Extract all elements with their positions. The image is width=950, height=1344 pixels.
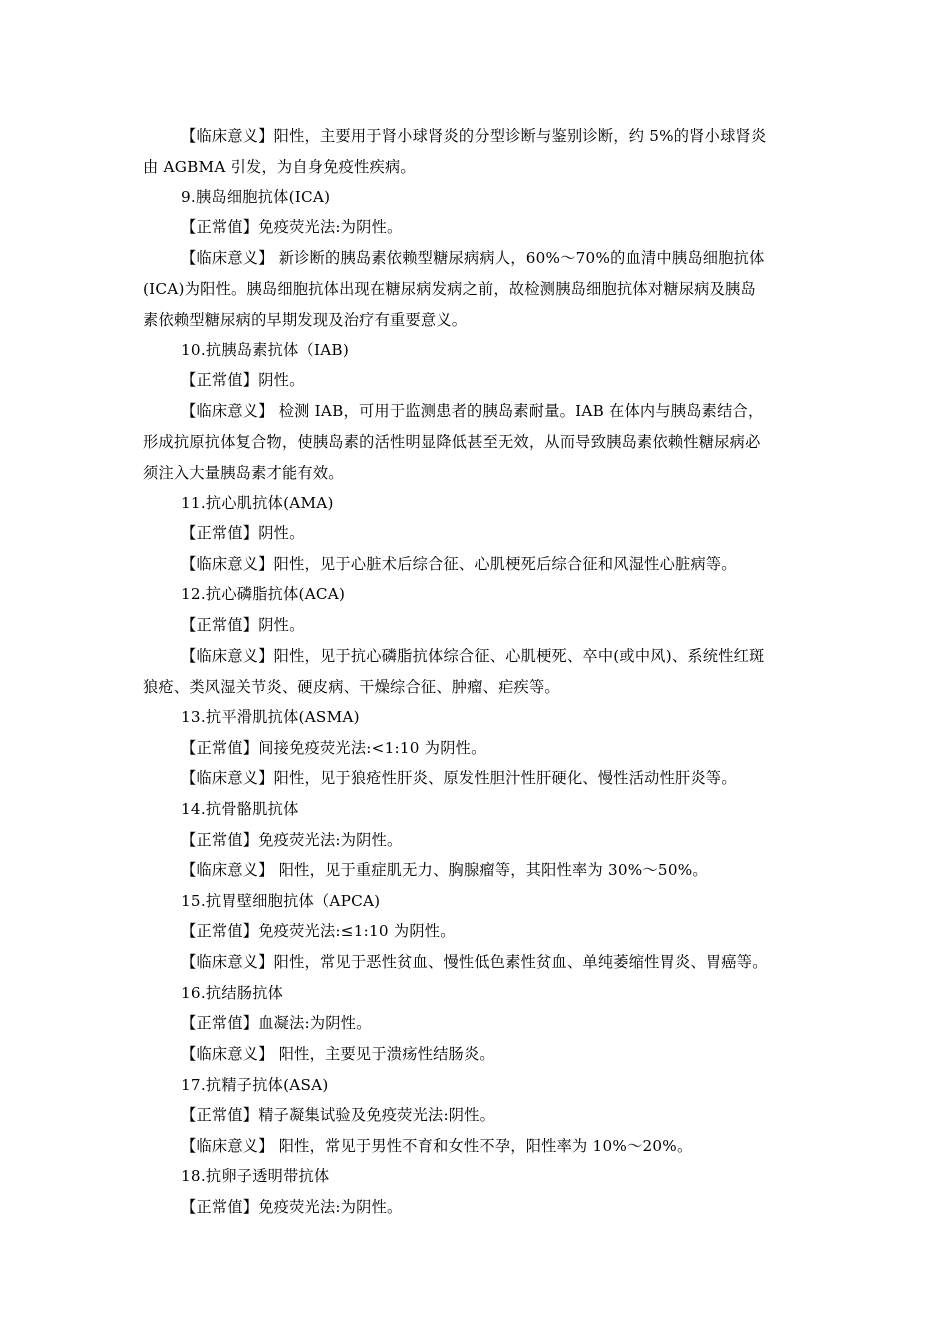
text-line: 狼疮、类风湿关节炎、硬皮病、干燥综合征、肿瘤、疟疾等。 xyxy=(143,678,560,696)
text-line: 【临床意义】阳性，见于抗心磷脂抗体综合征、心肌梗死、卒中(或中风)、系统性红斑 xyxy=(181,647,765,665)
text-line: 形成抗原抗体复合物，使胰岛素的活性明显降低甚至无效，从而导致胰岛素依赖性糖尿病必 xyxy=(143,433,761,451)
text-line: 17.抗精子抗体(ASA) xyxy=(181,1076,329,1094)
text-line: 【临床意义】阳性，主要用于肾小球肾炎的分型诊断与鉴别诊断，约 5%的肾小球肾炎 xyxy=(181,127,767,145)
text-line: 【临床意义】 阳性，见于重症肌无力、胸腺瘤等，其阳性率为 30%～50%。 xyxy=(181,861,708,879)
text-line: 14.抗骨骼肌抗体 xyxy=(181,800,299,818)
text-line: 【临床意义】 新诊断的胰岛素依赖型糖尿病病人，60%～70%的血清中胰岛细胞抗体 xyxy=(181,249,765,267)
text-line: 10.抗胰岛素抗体（IAB) xyxy=(181,341,350,359)
text-line: 须注入大量胰岛素才能有效。 xyxy=(143,464,344,482)
text-line: 素依赖型糖尿病的早期发现及治疗有重要意义。 xyxy=(143,311,468,329)
text-line: 【正常值】阴性。 xyxy=(181,524,305,542)
text-line: 15.抗胃壁细胞抗体（APCA) xyxy=(181,892,381,910)
text-line: (ICA)为阳性。胰岛细胞抗体出现在糖尿病发病之前，故检测胰岛细胞抗体对糖尿病及胰岛 xyxy=(143,280,756,298)
text-line: 【正常值】血凝法:为阴性。 xyxy=(181,1014,372,1032)
text-line: 【正常值】精子凝集试验及免疫荧光法:阴性。 xyxy=(181,1106,496,1124)
text-line: 【正常值】阴性。 xyxy=(181,616,305,634)
text-line: 18.抗卵子透明带抗体 xyxy=(181,1167,330,1185)
text-line: 【正常值】间接免疫荧光法:<1:10 为阴性。 xyxy=(181,739,487,757)
text-line: 【临床意义】 阳性，主要见于溃疡性结肠炎。 xyxy=(181,1045,495,1063)
text-line: 【正常值】免疫荧光法:≤1:10 为阴性。 xyxy=(181,922,456,940)
text-line: 由 AGBMA 引发，为自身免疫性疾病。 xyxy=(143,158,416,176)
text-line: 11.抗心肌抗体(AMA) xyxy=(181,494,334,512)
text-line: 【正常值】免疫荧光法:为阴性。 xyxy=(181,831,403,849)
text-line: 【临床意义】 检测 IAB，可用于监测患者的胰岛素耐量。IAB 在体内与胰岛素结合， xyxy=(181,402,764,420)
text-line: 【正常值】阴性。 xyxy=(181,371,305,389)
text-line: 12.抗心磷脂抗体(ACA) xyxy=(181,585,346,603)
text-line: 9.胰岛细胞抗体(ICA) xyxy=(181,188,331,206)
text-line: 16.抗结肠抗体 xyxy=(181,984,284,1002)
text-line: 13.抗平滑肌抗体(ASMA) xyxy=(181,708,360,726)
text-line: 【临床意义】阳性，常见于恶性贫血、慢性低色素性贫血、单纯萎缩性胃炎、胃癌等。 xyxy=(181,953,768,971)
text-line: 【正常值】免疫荧光法:为阴性。 xyxy=(181,1198,403,1216)
text-line: 【正常值】免疫荧光法:为阴性。 xyxy=(181,218,403,236)
text-line: 【临床意义】 阳性，常见于男性不育和女性不孕，阳性率为 10%～20%。 xyxy=(181,1137,693,1155)
text-line: 【临床意义】阳性，见于心脏术后综合征、心肌梗死后综合征和风湿性心脏病等。 xyxy=(181,555,737,573)
text-line: 【临床意义】阳性，见于狼疮性肝炎、原发性胆汁性肝硬化、慢性活动性肝炎等。 xyxy=(181,769,737,787)
